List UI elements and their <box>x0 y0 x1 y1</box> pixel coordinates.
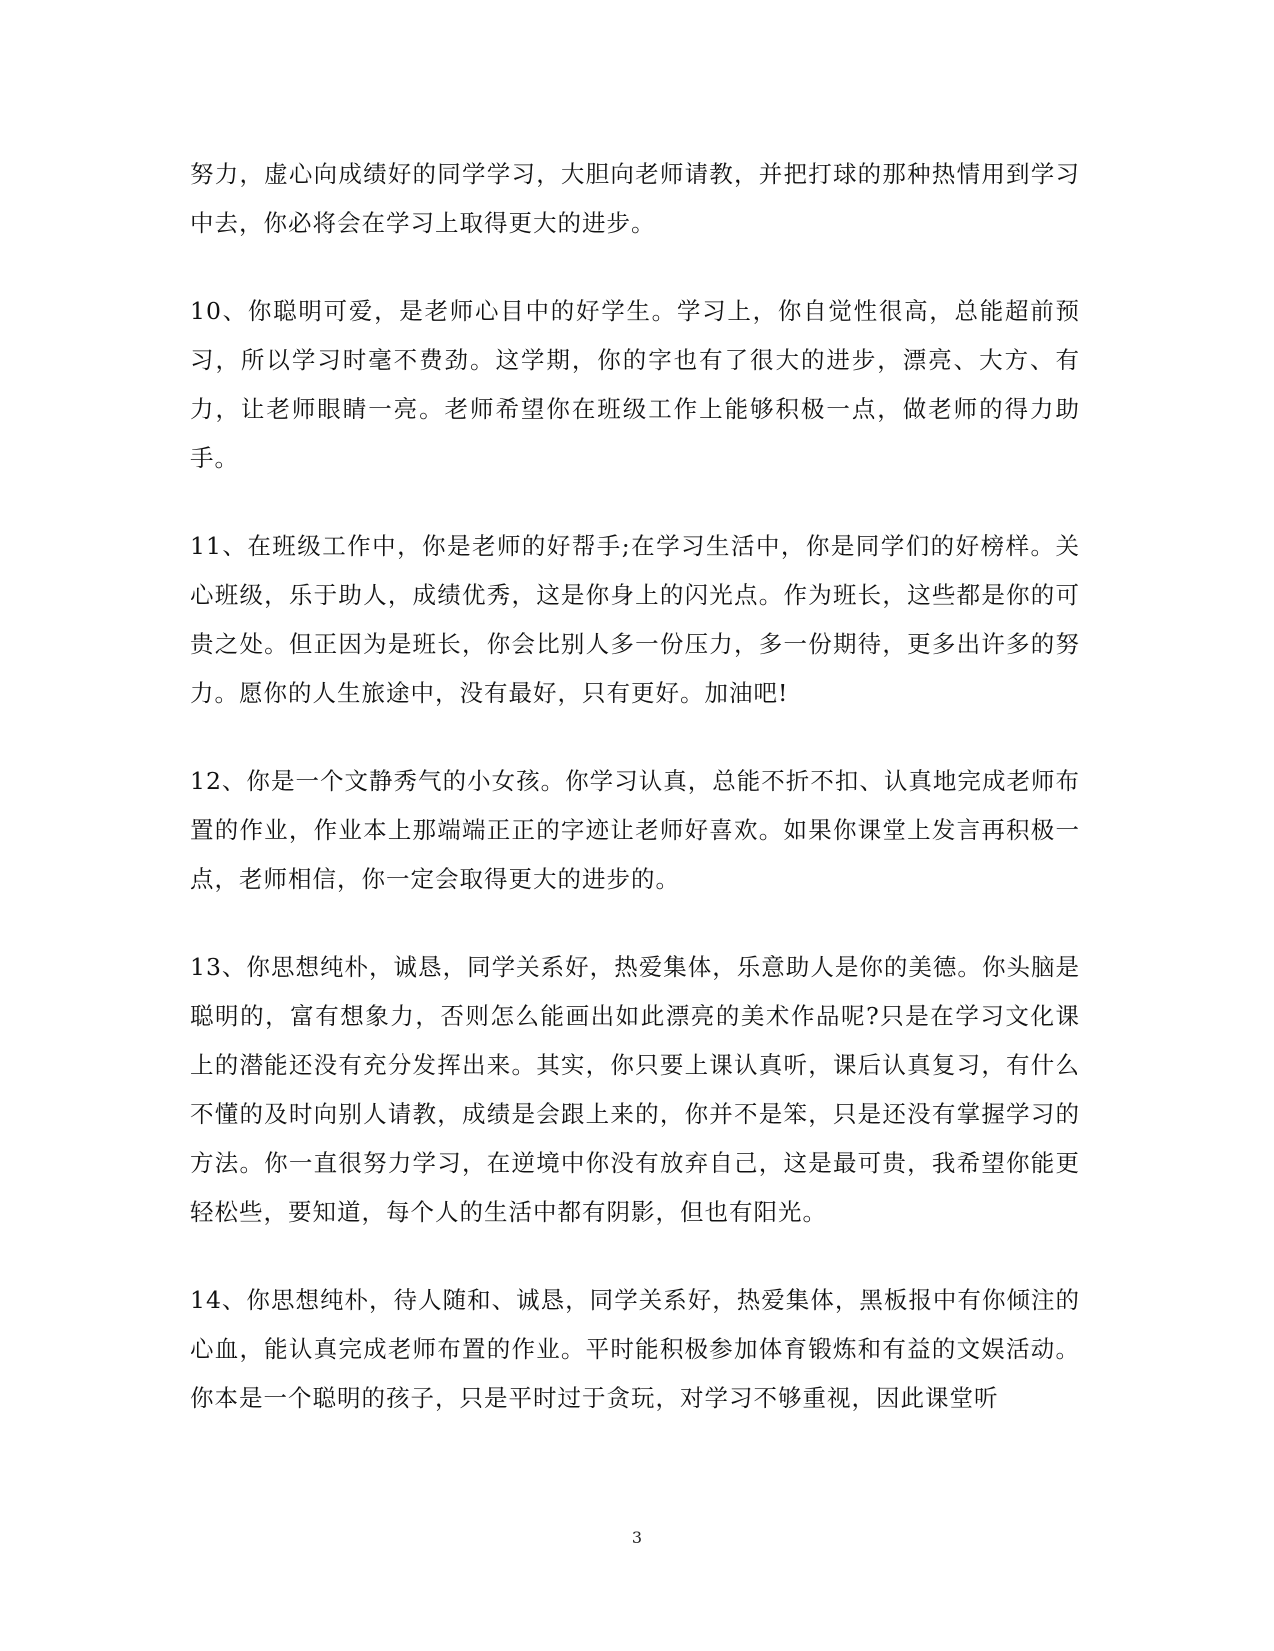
paragraph-item-10: 10、你聪明可爱，是老师心目中的好学生。学习上，你自觉性很高，总能超前预习，所以学习时毫不费劲。这学期，你的字也有了很大的进步，漂亮、大方、有力，让老师眼睛一亮。老师希望你在班级工作上能够积极一点，做老师的得力助手。 <box>190 297 1080 472</box>
paragraph-continuation: 努力，虚心向成绩好的同学学习，大胆向老师请教，并把打球的那种热情用到学习中去，你必将会在学习上取得更大的进步。 <box>190 160 1080 237</box>
paragraph-item-14: 14、你思想纯朴，待人随和、诚恳，同学关系好，热爱集体，黑板报中有你倾注的心血，能认真完成老师布置的作业。平时能积极参加体育锻炼和有益的文娱活动。你本是一个聪明的孩子，只是平时过于贪玩，对学习不够重视，因此课堂听 <box>190 1286 1080 1412</box>
document-body <box>190 150 1080 1462</box>
paragraph-item-12: 12、你是一个文静秀气的小女孩。你学习认真，总能不折不扣、认真地完成老师布置的作业，作业本上那端端正正的字迹让老师好喜欢。如果你课堂上发言再积极一点，老师相信，你一定会取得更大的进步的。 <box>190 767 1080 893</box>
paragraph-item-13: 13、你思想纯朴，诚恳，同学关系好，热爱集体，乐意助人是你的美德。你头脑是聪明的，富有想象力，否则怎么能画出如此漂亮的美术作品呢?只是在学习文化课上的潜能还没有充分发挥出来。其实，你只要上课认真听，课后认真复习，有什么不懂的及时向别人请教，成绩是会跟上来的，你并不是笨，只是还没有掌握学习的方法。你一直很努力学习，在逆境中你没有放弃自己，这是最可贵，我希望你能更轻松些，要知道，每个人的生活中都有阴影，但也有阳光。 <box>190 953 1080 1226</box>
page-number: 3 <box>631 1528 643 1547</box>
paragraph-item-11: 11、在班级工作中，你是老师的好帮手;在学习生活中，你是同学们的好榜样。关心班级，乐于助人，成绩优秀，这是你身上的闪光点。作为班长，这些都是你的可贵之处。但正因为是班长，你会比别人多一份压力，多一份期待，更多出许多的努力。愿你的人生旅途中，没有最好，只有更好。加油吧! <box>190 532 1080 707</box>
